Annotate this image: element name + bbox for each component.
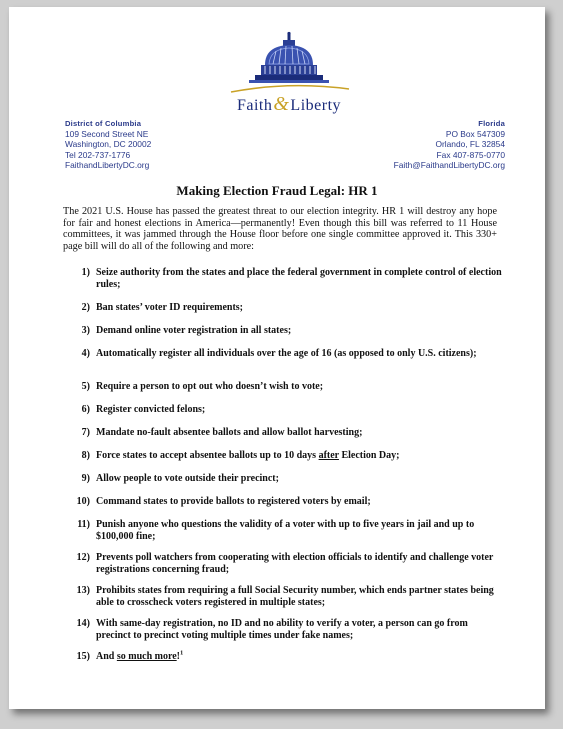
list-item: 14) With same-day registration, no ID and no ability to verify a voter, a person can go from precinct to precinct voting multiple times under fake names; xyxy=(76,618,468,641)
list-item: 13) Prohibits states from requiring a full Social Security number, which ends partner states being able to crosscheck voters registered in multiple states; xyxy=(76,585,494,608)
intro-paragraph: The 2021 U.S. House has passed the greatest threat to our election integrity. HR 1 will destroy any hope for fair and honest elections in America—permanently! Even though this bill was referred to 11 House committees, it was jammed through the House floor before one single committee approved it. This 330+ page bill will do all of the following and more: xyxy=(63,206,497,252)
address-street: 109 Second Street NE xyxy=(65,129,149,140)
address-region: District of Columbia xyxy=(65,119,142,128)
address-street: PO Box 547309 xyxy=(445,129,505,140)
list-item: 15) And so much more!$^1$ xyxy=(76,649,184,662)
list-item: 5) Require a person to opt out who doesn’t wish to vote; xyxy=(81,381,324,392)
address-fax: Fax 407-875-0770 xyxy=(436,149,505,160)
address-city: Orlando, FL 32854 xyxy=(435,139,505,150)
org-logo xyxy=(209,31,369,117)
address-dc xyxy=(65,119,151,170)
document-page xyxy=(9,7,545,709)
footnote-marker: 1 xyxy=(180,649,184,657)
capitol-dome-icon xyxy=(209,31,369,95)
list-item: 4) Automatically register all individuals over the age of 16 (as opposed to only U.S. citizens); xyxy=(81,348,477,359)
address-email: Faith@FaithandLibertyDC.org xyxy=(393,159,505,170)
list-item: 2) Ban states’ voter ID requirements; xyxy=(81,302,244,313)
list-item: 8) Force states to accept absentee ballots up to 10 days after Election Day; xyxy=(81,450,400,461)
org-name-second: Liberty xyxy=(290,97,342,114)
address-web: FaithandLibertyDC.org xyxy=(65,159,150,170)
address-florida xyxy=(394,119,505,170)
list-item: 3) Demand online voter registration in all states; xyxy=(81,325,292,336)
list-item: 7) Mandate no-fault absentee ballots and allow ballot harvesting; xyxy=(81,427,363,438)
list-item: 10) Command states to provide ballots to registered voters by email; xyxy=(76,496,371,507)
address-city: Washington, DC 20002 xyxy=(65,139,152,150)
emphasis-after: after xyxy=(318,450,339,461)
list-item: 12) Prevents poll watchers from cooperating with election officials to identify and challenge voter registrations concerning fraud; xyxy=(76,552,494,575)
address-phone: Tel 202-737-1776 xyxy=(65,149,131,160)
list-item: 11) Punish anyone who questions the validity of a voter with up to five years in jail and up to $100,000 fine; xyxy=(77,519,475,542)
list-item: 9) Allow people to vote outside their precinct; xyxy=(81,473,279,484)
document-title: Making Election Fraud Legal: HR 1 xyxy=(176,183,378,198)
emphasis-so-much-more: so much more xyxy=(116,651,177,662)
org-name-first: Faith xyxy=(236,97,273,114)
list-item: 6) Register convicted felons; xyxy=(81,404,206,415)
list-item: 1) Seize authority from the states and place the federal government in complete control of election rules; xyxy=(81,267,502,290)
org-name xyxy=(209,93,369,116)
address-region: Florida xyxy=(478,119,505,128)
org-name-ampersand: & xyxy=(273,93,290,115)
